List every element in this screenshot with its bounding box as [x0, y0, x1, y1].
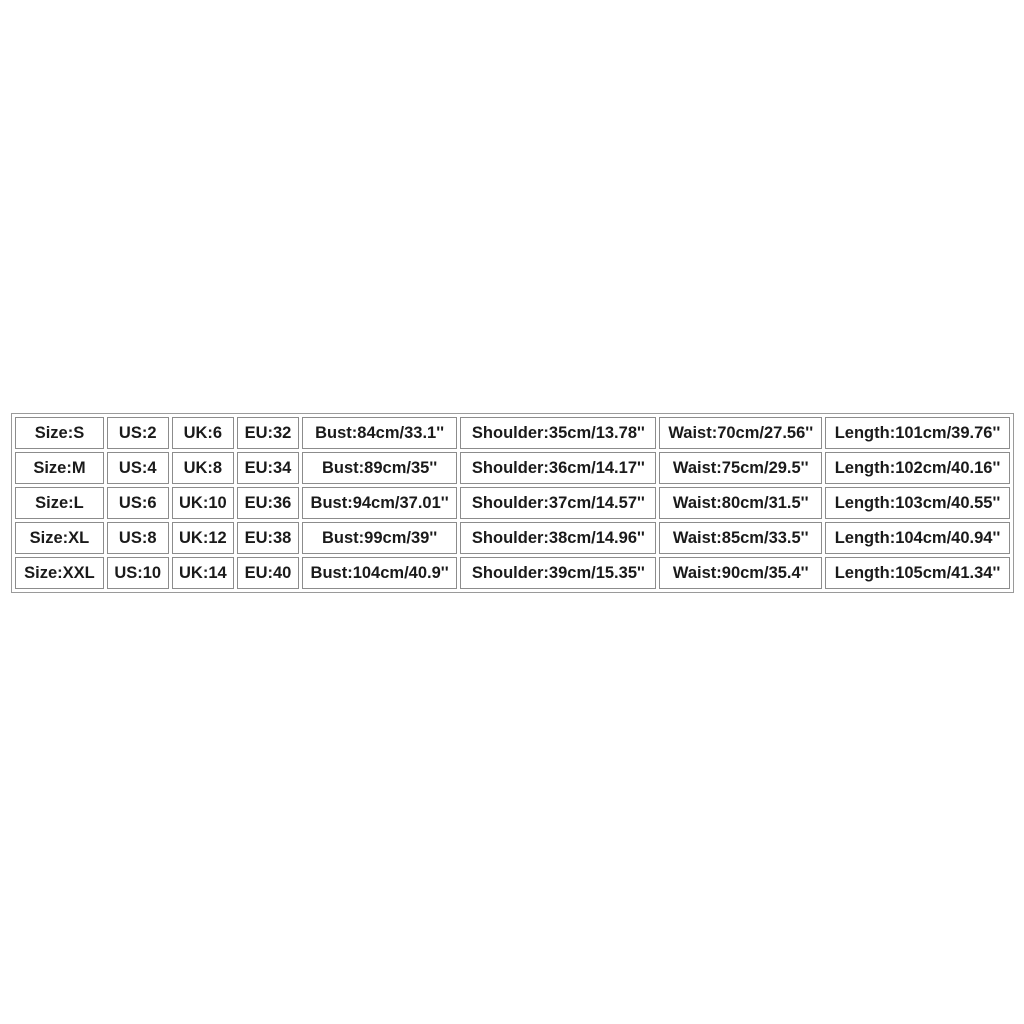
us-size-cell: US:6 [107, 487, 169, 519]
uk-size-cell: UK:6 [172, 417, 235, 449]
size-chart-table [11, 413, 1014, 593]
eu-size-cell: EU:36 [237, 487, 299, 519]
bust-cell: Bust:94cm/37.01'' [302, 487, 458, 519]
waist-cell: Waist:75cm/29.5'' [659, 452, 822, 484]
eu-size-cell: EU:32 [237, 417, 299, 449]
waist-cell: Waist:80cm/31.5'' [659, 487, 822, 519]
waist-cell: Waist:85cm/33.5'' [659, 522, 822, 554]
size-cell: Size:M [15, 452, 104, 484]
table-row [15, 557, 1010, 589]
table-row [15, 522, 1010, 554]
bust-cell: Bust:104cm/40.9'' [302, 557, 458, 589]
size-cell: Size:S [15, 417, 104, 449]
eu-size-cell: EU:40 [237, 557, 299, 589]
length-cell: Length:104cm/40.94'' [825, 522, 1010, 554]
table-row [15, 452, 1010, 484]
waist-cell: Waist:70cm/27.56'' [659, 417, 822, 449]
us-size-cell: US:10 [107, 557, 169, 589]
shoulder-cell: Shoulder:36cm/14.17'' [460, 452, 656, 484]
length-cell: Length:101cm/39.76'' [825, 417, 1010, 449]
bust-cell: Bust:99cm/39'' [302, 522, 458, 554]
shoulder-cell: Shoulder:37cm/14.57'' [460, 487, 656, 519]
us-size-cell: US:2 [107, 417, 169, 449]
waist-cell: Waist:90cm/35.4'' [659, 557, 822, 589]
uk-size-cell: UK:12 [172, 522, 235, 554]
eu-size-cell: EU:34 [237, 452, 299, 484]
us-size-cell: US:4 [107, 452, 169, 484]
uk-size-cell: UK:14 [172, 557, 235, 589]
bust-cell: Bust:84cm/33.1'' [302, 417, 458, 449]
length-cell: Length:102cm/40.16'' [825, 452, 1010, 484]
table-row [15, 487, 1010, 519]
table-row [15, 417, 1010, 449]
bust-cell: Bust:89cm/35'' [302, 452, 458, 484]
shoulder-cell: Shoulder:35cm/13.78'' [460, 417, 656, 449]
size-chart-body [15, 417, 1010, 589]
size-cell: Size:XL [15, 522, 104, 554]
size-cell: Size:L [15, 487, 104, 519]
us-size-cell: US:8 [107, 522, 169, 554]
uk-size-cell: UK:10 [172, 487, 235, 519]
shoulder-cell: Shoulder:39cm/15.35'' [460, 557, 656, 589]
length-cell: Length:105cm/41.34'' [825, 557, 1010, 589]
eu-size-cell: EU:38 [237, 522, 299, 554]
length-cell: Length:103cm/40.55'' [825, 487, 1010, 519]
shoulder-cell: Shoulder:38cm/14.96'' [460, 522, 656, 554]
size-cell: Size:XXL [15, 557, 104, 589]
uk-size-cell: UK:8 [172, 452, 235, 484]
